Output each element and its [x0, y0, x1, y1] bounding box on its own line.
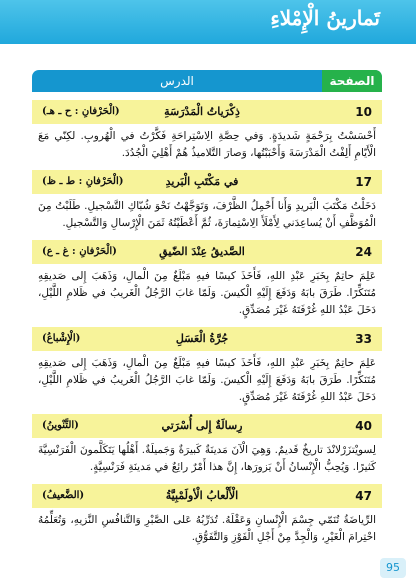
lesson-topic: (الْحَرْفانِ : ط ـ ظ)	[42, 176, 124, 187]
lesson-page-number: 10	[355, 105, 372, 119]
lesson-item	[32, 240, 382, 319]
header-page-label: الصفحة	[322, 70, 382, 92]
lesson-item	[32, 100, 382, 162]
lesson-title: الصَّديقُ عِنْدَ الضّيقِ	[159, 245, 245, 258]
lesson-list	[32, 92, 382, 546]
lesson-title: جُرَّةُ الْعَسَلِ	[175, 332, 229, 345]
lesson-page-number: 17	[355, 175, 372, 189]
lesson-text: دَخَلْتُ مَكْتَبَ الْبَريدِ وَأَنا أَحْمِلُ الظَّرْفَ، وَتَوَجَّهْتُ نَحْوَ شُبّاكِ التَّسْجيلِ. طَلَبْتُ مِنَ الْمُوَظَّفِ أَنْ يُساعِدَني لِأَمْلَأَ الِاسْتِمارَةَ، ثُمَّ أَعْطَيْتُهُ ثَمَنَ الْإِرْسالِ وَالتَّسْجيلِ.	[38, 200, 376, 229]
lesson-page-number: 40	[355, 419, 372, 433]
lesson-title: الْأَلْعابُ الْأولَمْبِيَّةُ	[165, 489, 239, 502]
page-title: تَمارينُ الْإِمْلاءِ	[270, 6, 380, 30]
table-header	[32, 70, 382, 92]
lesson-text: عَلِمَ حاتِمٌ بِخَبَرِ عَبْدِ اللهِ، فَأَخَذَ كيسًا فيهِ مَبْلَغٌ مِنَ الْمالِ، وَذَهَبَ إِلى صَديقِهِ مُتَنَكِّرًا. طَرَقَ بابَهُ وَدَفَعَ إِلَيْهِ الْكيسَ. وَلَمّا غابَ الرَّجُلُ الْغَريبُ في ظَلامِ اللَّيْلِ، دَخَلَ عَبْدُ اللهِ غُرْفَتَهُ غَيْرَ مُصَدِّقٍ.	[38, 270, 376, 316]
header-lesson-label: الدرس	[160, 74, 194, 88]
lesson-text: الرِّياضَةُ تُنَمّي جِسْمَ الْإِنْسانِ وَعَقْلَهُ. تُدَرِّبُهُ عَلى الصَّبْرِ وَالتَّنافُسِ النَّزيهِ، وَتُعَلِّمُهُ احْتِرامَ الْغَيْرِ، وَالْجِدَّ مِنْ أَجْلِ الْفَوْزِ وَالتَّفَوُّقِ.	[38, 514, 376, 543]
lesson-page-number: 33	[355, 332, 372, 346]
lesson-topic: (التَّنْوينُ)	[42, 420, 79, 431]
lesson-topic: (الْحَرْفانِ : غ ـ ع)	[42, 246, 117, 257]
lesson-header	[32, 100, 382, 124]
lesson-header	[32, 240, 382, 264]
lesson-title: في مَكْتَبِ الْبَريدِ	[165, 175, 239, 188]
lesson-header	[32, 327, 382, 351]
lesson-item	[32, 170, 382, 232]
lesson-item	[32, 414, 382, 476]
lesson-text: لِسويْتزَرْلانْدَ تاريخٌ قَديمٌ. وَهِيَ الْآنَ مَدينَةٌ كَبيرَةٌ وَجَميلَةٌ. أَهْلُها يَتَكَلَّمونَ الْفَرَنْسِيَّةَ كَثيرًا. وَيُحِبُّ الْإِنْسانُ أَنْ يَزورَها، إِنَّ هذا أَمْرٌ رائِعٌ في مَدينَةِ فَرَنْسِيَّةٍ.	[38, 444, 376, 473]
lesson-title: رِسالَةٌ إِلى أُسْرَتي	[161, 419, 243, 432]
lesson-text: عَلِمَ حاتِمٌ بِخَبَرِ عَبْدِ اللهِ، فَأَخَذَ كيسًا فيهِ مَبْلَغٌ مِنَ الْمالِ، وَذَهَبَ إِلى صَديقِهِ مُتَنَكِّرًا. طَرَقَ بابَهُ وَدَفَعَ إِلَيْهِ الْكيسَ. وَلَمّا غابَ الرَّجُلُ الْغَريبُ في ظَلامِ اللَّيْلِ، دَخَلَ عَبْدُ اللهِ غُرْفَتَهُ غَيْرَ مُصَدِّقٍ.	[38, 357, 376, 403]
lesson-header	[32, 484, 382, 508]
lesson-topic: (الْحَرْفانِ : ح ـ هـ)	[42, 106, 120, 117]
lesson-topic: (الْإِشْباعُ)	[42, 333, 81, 344]
lesson-header	[32, 414, 382, 438]
page-number: 95	[380, 558, 406, 578]
lesson-text: أَحْسَسْتُ بِرَحْمَةٍ شَديدَةٍ. وَفي حِصَّةِ الِاسْتِراحَةِ فَكَّرْتُ في الْهُروبِ. لكِنّي مَعَ الْأَيّامِ أَلِفْتُ الْمَدْرَسَةَ وَأَحْبَبْتُها، وَصارَ التَّلاميذُ هُمْ أَهْلِيَ الْجُدُدَ.	[38, 130, 376, 159]
lesson-topic: (الضَّعيفُ)	[42, 490, 85, 501]
lesson-title: ذِكْرَياتُ الْمَدْرَسَةِ	[164, 105, 240, 118]
lesson-item	[32, 327, 382, 406]
title-banner	[0, 0, 416, 44]
lesson-page-number: 24	[355, 245, 372, 259]
lesson-item	[32, 484, 382, 546]
lesson-header	[32, 170, 382, 194]
lesson-page-number: 47	[355, 489, 372, 503]
